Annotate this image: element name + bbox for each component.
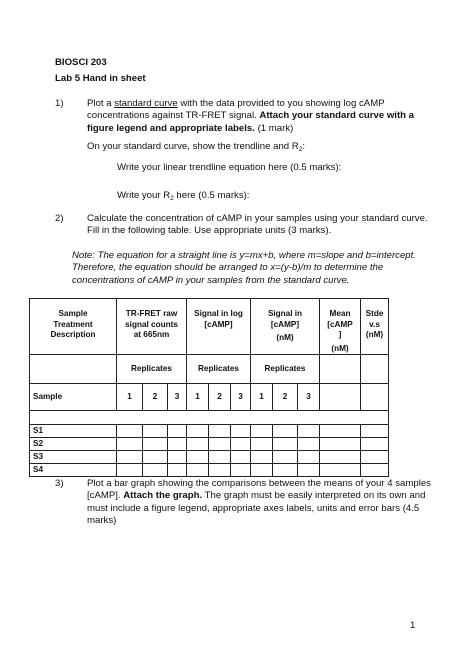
empty-cell xyxy=(320,384,361,411)
rep-number: 2 xyxy=(273,384,298,411)
col-trfret-l2: signal counts xyxy=(125,319,178,329)
data-cell[interactable] xyxy=(231,425,251,438)
q1-instruction-post: : xyxy=(302,141,306,152)
empty-cell xyxy=(361,384,389,411)
q3-line1: Plot a bar graph showing the comparisons between the means of your 4 samples xyxy=(87,478,431,489)
data-cell[interactable] xyxy=(143,451,168,464)
rep-number: 1 xyxy=(117,384,143,411)
rep-number: 2 xyxy=(209,384,231,411)
data-cell[interactable] xyxy=(231,464,251,477)
row-label: S1 xyxy=(30,425,117,438)
data-cell[interactable] xyxy=(361,438,389,451)
col-mean-l3: ] xyxy=(338,330,342,339)
col-signal-l1: Signal in xyxy=(267,309,303,318)
data-cell[interactable] xyxy=(143,464,168,477)
r2-prompt-post: here (0.5 marks): xyxy=(173,190,250,201)
data-cell[interactable] xyxy=(298,451,320,464)
data-cell[interactable] xyxy=(187,425,209,438)
data-cell[interactable] xyxy=(361,464,389,477)
data-cell[interactable] xyxy=(361,425,389,438)
equation-prompt: Write your linear trendline equation here (0.5 marks): xyxy=(117,162,342,173)
q3-line3: must include a figure legend, appropriate axes labels, units and error bars (4.5 xyxy=(87,502,420,514)
data-cell[interactable] xyxy=(251,438,273,451)
data-cell[interactable] xyxy=(117,425,143,438)
q2-line2: Fill in the following table. Use appropriate units (3 marks). xyxy=(87,225,332,237)
q3-line2-pre: [cAMP]. xyxy=(87,490,124,502)
col-signal-camp xyxy=(251,299,320,355)
data-cell[interactable] xyxy=(209,438,231,451)
q1-line3-post: (1 mark) xyxy=(254,122,294,134)
data-cell[interactable] xyxy=(320,438,361,451)
sheet-title: Lab 5 Hand in sheet xyxy=(55,73,146,84)
data-cell[interactable] xyxy=(187,451,209,464)
data-cell[interactable] xyxy=(117,451,143,464)
r2-prompt xyxy=(117,190,249,205)
rep-number: 1 xyxy=(187,384,209,411)
col-signal-log xyxy=(187,299,251,355)
row-label: S2 xyxy=(30,438,117,451)
q3-text xyxy=(87,478,431,528)
q2-note-line2: Therefore, the equation should be arranged to x=(y-b)/m to determine the xyxy=(72,262,384,274)
data-cell[interactable] xyxy=(187,464,209,477)
r2-prompt-sub: 2 xyxy=(170,195,174,202)
col-trfret-l1: TR-FRET raw xyxy=(125,309,178,318)
data-cell[interactable] xyxy=(187,438,209,451)
data-cell[interactable] xyxy=(168,438,187,451)
q2-note-line3: concentrations of cAMP in your samples from the standard curve. xyxy=(72,274,350,286)
data-cell[interactable] xyxy=(251,464,273,477)
replicates-mean-cell xyxy=(320,355,361,384)
data-cell[interactable] xyxy=(320,451,361,464)
col-stdev-l1: Stde xyxy=(365,309,384,318)
q2-text xyxy=(87,213,428,238)
table-row xyxy=(30,411,389,425)
table-header-row xyxy=(30,299,389,355)
table-replicates-row xyxy=(30,355,389,384)
data-cell[interactable] xyxy=(298,425,320,438)
q1-line1-pre: Plot a xyxy=(87,98,115,109)
table-row xyxy=(30,425,389,438)
data-cell[interactable] xyxy=(273,425,298,438)
q1-line2-bold: Attach your standard curve with a xyxy=(259,110,415,122)
q3-line2-post: The graph must be easily interpreted on its own and xyxy=(202,490,426,502)
q1-line2-pre: concentrations against TR-FRET signal. xyxy=(87,110,260,122)
q2-note-line1: Note: The equation for a straight line is y=mx+b, where m=slope and b=intercept. xyxy=(72,250,416,261)
col-signal-l3: (nM) xyxy=(276,333,294,342)
sample-label: Sample xyxy=(30,384,117,411)
data-cell[interactable] xyxy=(168,464,187,477)
spacer-row-cell xyxy=(30,411,389,425)
rep-number: 2 xyxy=(143,384,168,411)
data-cell[interactable] xyxy=(168,451,187,464)
data-cell[interactable] xyxy=(209,464,231,477)
col-trfret xyxy=(117,299,187,355)
col-stdev-l3: (nM) xyxy=(365,330,384,339)
rep-number: 1 xyxy=(251,384,273,411)
data-cell[interactable] xyxy=(231,451,251,464)
q1-line3-bold: figure legend and appropriate labels. xyxy=(87,122,255,134)
replicates-label-signal: Replicates xyxy=(251,355,320,384)
col-mean-l4: (nM) xyxy=(331,343,349,353)
data-cell[interactable] xyxy=(209,425,231,438)
rep-number: 3 xyxy=(231,384,251,411)
q3-number: 3) xyxy=(55,478,64,489)
data-cell[interactable] xyxy=(273,464,298,477)
replicates-label-trfret: Replicates xyxy=(117,355,187,384)
q1-text xyxy=(87,98,414,135)
data-cell[interactable] xyxy=(143,425,168,438)
col-log-l2: [cAMP] xyxy=(204,319,233,329)
col-sample-desc-l1: Sample xyxy=(58,309,88,318)
q1-standard-curve: standard curve xyxy=(114,98,178,109)
col-sample-desc-l2: Treatment xyxy=(53,319,93,329)
col-mean-l1: Mean xyxy=(329,309,351,318)
q2-note xyxy=(72,250,416,287)
q2-number: 2) xyxy=(55,213,64,224)
data-cell[interactable] xyxy=(320,464,361,477)
data-cell[interactable] xyxy=(298,464,320,477)
rep-number: 3 xyxy=(168,384,187,411)
data-cell[interactable] xyxy=(298,438,320,451)
data-cell[interactable] xyxy=(273,451,298,464)
data-cell[interactable] xyxy=(231,438,251,451)
data-cell[interactable] xyxy=(273,438,298,451)
col-trfret-l3: at 665nm xyxy=(133,330,170,339)
col-log-l1: Signal in log xyxy=(194,309,243,318)
q3-line2-bold: Attach the graph. xyxy=(123,490,203,502)
col-stdev xyxy=(361,299,389,355)
data-cell[interactable] xyxy=(168,425,187,438)
replicates-label-log: Replicates xyxy=(187,355,251,384)
data-cell[interactable] xyxy=(251,425,273,438)
table-row xyxy=(30,451,389,464)
data-cell[interactable] xyxy=(251,451,273,464)
q1-instruction-pre: On your standard curve, show the trendline and R xyxy=(87,141,299,152)
col-signal-l2: [cAMP] xyxy=(270,319,300,329)
col-mean xyxy=(320,299,361,355)
table-sample-row xyxy=(30,384,389,411)
q3-line4: marks) xyxy=(87,515,117,527)
q1-number: 1) xyxy=(55,98,64,109)
data-cell[interactable] xyxy=(143,438,168,451)
data-cell[interactable] xyxy=(117,438,143,451)
replicates-stdev-cell xyxy=(361,355,389,384)
course-code: BIOSCI 203 xyxy=(55,57,107,68)
data-cell[interactable] xyxy=(361,451,389,464)
r2-prompt-pre: Write your R xyxy=(117,190,171,201)
col-stdev-l2: v.s xyxy=(369,319,380,329)
table-row xyxy=(30,438,389,451)
col-mean-l2: [cAMP xyxy=(327,319,353,329)
q2-line1: Calculate the concentration of cAMP in your samples using your standard curve. xyxy=(87,213,428,224)
data-cell[interactable] xyxy=(209,451,231,464)
replicates-empty-cell xyxy=(30,355,117,384)
data-cell[interactable] xyxy=(117,464,143,477)
row-label: S3 xyxy=(30,451,117,464)
rep-number: 3 xyxy=(298,384,320,411)
table-row xyxy=(30,464,389,477)
q1-line1-post: with the data provided to you showing log cAMP xyxy=(177,98,385,109)
page-number: 1 xyxy=(410,620,416,631)
col-sample-description xyxy=(30,299,117,355)
row-label: S4 xyxy=(30,464,117,477)
data-cell[interactable] xyxy=(320,425,361,438)
results-table xyxy=(29,298,389,477)
q1-instruction xyxy=(87,141,305,156)
q1-instruction-sub: 2 xyxy=(298,146,303,153)
col-sample-desc-l3: Description xyxy=(50,330,96,339)
